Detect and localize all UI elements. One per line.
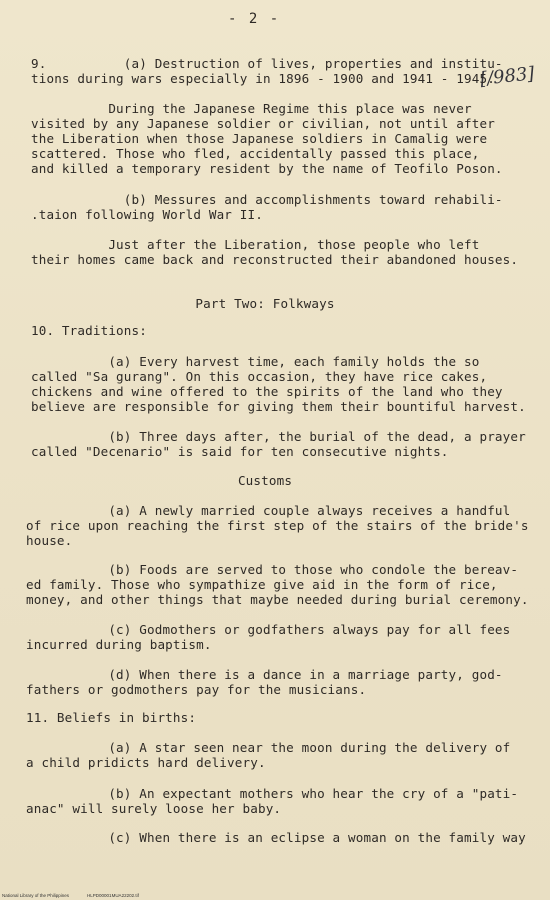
text-line: money, and other things that maybe needed during burial ceremony.	[26, 592, 529, 607]
file-id: HLPD00001MUA22202.tif	[87, 893, 139, 898]
text-line: chickens and wine offered to the spirits of the land who they	[31, 384, 503, 399]
text-line: of rice upon reaching the first step of the stairs of the bride's	[26, 518, 529, 533]
text-line: a child pridicts hard delivery.	[26, 755, 266, 770]
text-line: .taion following World War II.	[31, 207, 263, 222]
section-heading: 11. Beliefs in births:	[26, 710, 197, 725]
text-line: Just after the Liberation, those people who left	[31, 237, 480, 252]
text-line: called "Decenario" is said for ten consecutive nights.	[31, 444, 449, 459]
text-line: and killed a temporary resident by the name of Teofilo Poson.	[31, 161, 503, 176]
text-line: visited by any Japanese soldier or civilian, not until after	[31, 116, 495, 131]
customs-heading: Customs	[237, 473, 293, 488]
text-line: called "Sa gurang". On this occasion, they have rice cakes,	[31, 369, 488, 384]
text-line: house.	[26, 533, 73, 548]
part-heading: Part Two: Folkways	[195, 296, 335, 311]
text-line: During the Japanese Regime this place was never	[31, 101, 472, 116]
text-line: the Liberation when those Japanese soldiers in Camalig were	[31, 131, 488, 146]
text-line: incurred during baptism.	[26, 637, 212, 652]
section-heading: 10. Traditions:	[31, 323, 147, 338]
text-line: (a) A star seen near the moon during the delivery of	[31, 740, 511, 755]
text-line: (a) A newly married couple always receives a handful	[31, 503, 511, 518]
text-line: (c) Godmothers or godfathers always pay for all fees	[31, 622, 511, 637]
text-line: scattered. Those who fled, accidentally passed this place,	[31, 146, 480, 161]
text-line: their homes came back and reconstructed their abandoned houses.	[31, 252, 519, 267]
page-number: - 2 -	[228, 11, 281, 27]
text-line: (a) Every harvest time, each family holds the so	[31, 354, 480, 369]
text-line: 9. (a) Destruction of lives, properties and institu-	[31, 56, 503, 71]
text-line: fathers or godmothers pay for the musicians.	[26, 682, 367, 697]
text-line: tions during wars especially in 1896 - 1900 and 1941 - 1945.	[31, 71, 495, 86]
library-credit: National Library of the Philippines	[2, 893, 70, 898]
text-line: (b) Messures and accomplishments toward rehabili-	[31, 192, 503, 207]
text-line: ed family. Those who sympathize give aid in the form of rice,	[26, 577, 498, 592]
text-line: (b) Three days after, the burial of the dead, a prayer	[31, 429, 526, 444]
text-line: believe are responsible for giving them their bountiful harvest.	[31, 399, 526, 414]
text-line: (b) Foods are served to those who condole the bereav-	[31, 562, 519, 577]
text-line: (d) When there is a dance in a marriage party, god-	[31, 667, 503, 682]
text-line: (c) When there is an eclipse a woman on the family way	[31, 830, 526, 845]
text-line: (b) An expectant mothers who hear the cry of a "pati-	[31, 786, 519, 801]
handwritten-page-note: [/983]	[479, 63, 536, 90]
scan-footer	[2, 893, 139, 899]
text-line: anac" will surely loose her baby.	[26, 801, 282, 816]
